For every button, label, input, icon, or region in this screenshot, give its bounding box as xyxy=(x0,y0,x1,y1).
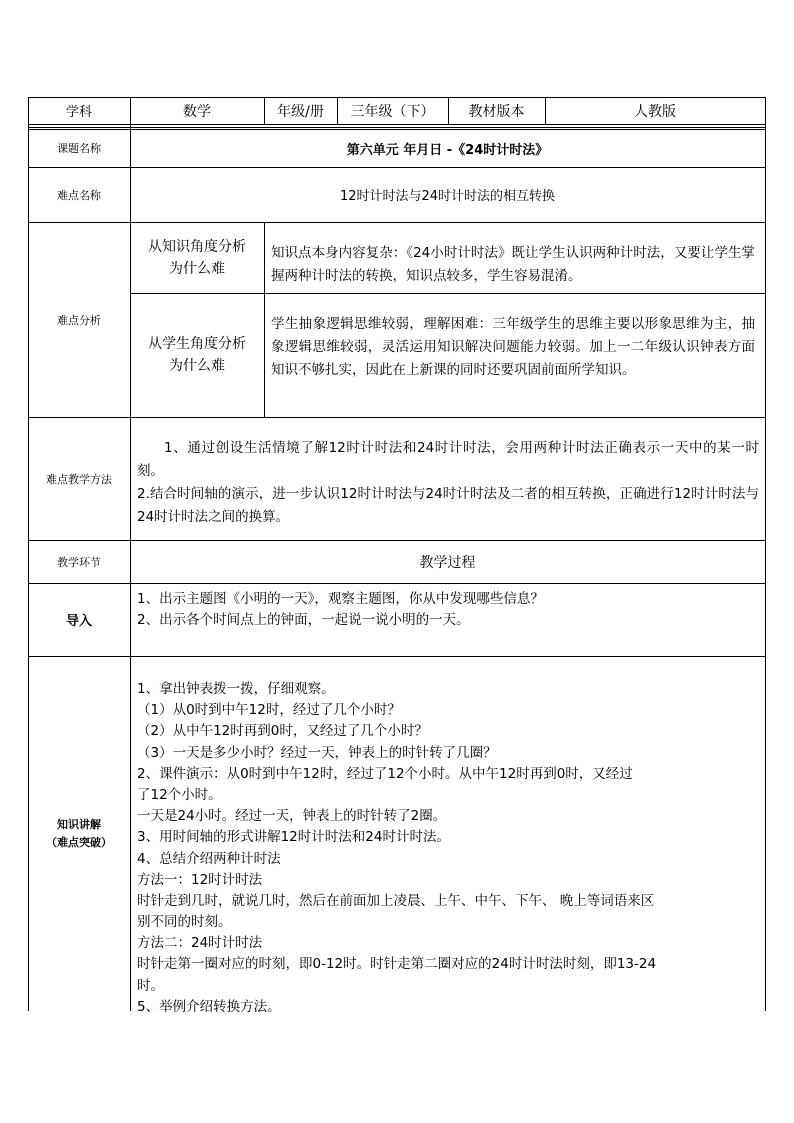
lesson-title-value: 第六单元 年月日 -《24时计时法》 xyxy=(346,142,549,158)
student-angle-label-line2: 为什么难 xyxy=(169,358,225,374)
knowledge-line: （3）一天是多少小时？经过一天，钟表上的时针转了几圈？ xyxy=(137,744,497,761)
difficulty-analysis-label: 难点分析 xyxy=(57,313,101,327)
teaching-stage-label: 教学环节 xyxy=(57,555,101,569)
knowledge-line: （1）从0时到中午12时，经过了几个小时？ xyxy=(137,702,401,719)
knowledge-line: 5、举例介绍转换方法。 xyxy=(137,998,281,1015)
difficulty-name-value: 12时计时法与24时计时法的相互转换 xyxy=(339,189,556,204)
edition-label: 教材版本 xyxy=(468,103,525,120)
row-divider xyxy=(28,656,765,657)
table-border-right xyxy=(765,97,766,1011)
knowledge-explanation-label xyxy=(28,656,130,1011)
difficulty-name-label: 难点名称 xyxy=(57,188,101,202)
knowledge-angle-label-line2: 为什么难 xyxy=(169,260,225,277)
knowledge-line: 2、课件演示：从0时到中午12时，经过了12个小时。从中午12时再到0时，又经过 xyxy=(137,765,633,782)
student-angle-label xyxy=(130,293,264,417)
knowledge-explanation-label-line1: 知识讲解 xyxy=(57,817,101,831)
column-divider-analysis xyxy=(264,222,265,417)
grade-value: 三年级（下） xyxy=(350,103,435,120)
knowledge-line: 时针走第一圈对应的时刻，即0-12时。时针走第二圈对应的24时计时法时刻，即13-24 xyxy=(137,956,657,973)
knowledge-line: 1、拿出钟表拨一拨，仔细观察。 xyxy=(137,681,335,697)
intro-label: 导入 xyxy=(65,614,92,629)
teaching-method-label: 难点教学方法 xyxy=(46,472,112,486)
edition-value: 人教版 xyxy=(634,103,676,120)
intro-line: 1、出示主题图《小明的一天》，观察主题图，你从中发现哪些信息？ xyxy=(137,591,544,607)
knowledge-line: 时针走到几时，就说几时，然后在前面加上凌晨、上午、中午、下午、 晚上等词语来区 xyxy=(137,892,655,909)
knowledge-line: 别不同的时刻。 xyxy=(137,914,232,931)
subject-value: 数学 xyxy=(183,103,211,120)
row-divider xyxy=(28,124,765,125)
knowledge-line: 3、用时间轴的形式讲解12时计时法和24时计时法。 xyxy=(137,829,450,846)
knowledge-line: 4、总结介绍两种计时法 xyxy=(137,850,281,867)
knowledge-line: 一天是24小时。经过一天，钟表上的时针转了2圈。 xyxy=(137,808,447,825)
knowledge-line: （2）从中午12时再到0时，又经过了几个小时？ xyxy=(137,723,428,740)
knowledge-explanation-label-line2: （难点突破） xyxy=(46,835,112,849)
teaching-method-text-2: 2.结合时间轴的演示，进一步认识12时计时法与24时计时法及二者的相互转换，正确进行12时计时法与24时计时法之间的换算。 xyxy=(137,486,759,525)
lesson-title-label: 课题名称 xyxy=(57,142,101,155)
knowledge-explanation-content xyxy=(137,679,759,1018)
knowledge-line: 了12个小时。 xyxy=(137,786,222,803)
row-divider xyxy=(28,583,765,584)
knowledge-line: 方法一：12时计时法 xyxy=(137,871,263,888)
intro-line: 2、出示各个时间点上的钟面，一起说一说小明的一天。 xyxy=(137,612,470,629)
knowledge-angle-label-line1: 从知识角度分析 xyxy=(148,238,246,255)
teaching-method-text-1: 1、通过创设生活情境了解12时计时法和24时计时法，会用两种计时法正确表示一天中的某一时刻。 xyxy=(137,440,759,479)
teaching-process-label: 教学过程 xyxy=(419,554,476,571)
student-angle-text: 学生抽象逻辑思维较弱，理解困难：三年级学生的思维主要以形象思维为主，抽象逻辑思维较弱，灵活运用知识解决问题能力较弱。加上一二年级认识钟表方面知识不够扎实，因此在上新课的同时还要巩固前面所学知识。 xyxy=(271,316,755,378)
intro-content xyxy=(137,589,759,631)
grade-label: 年级/册 xyxy=(277,103,324,120)
knowledge-line: 方法二：24时计时法 xyxy=(137,935,263,952)
knowledge-line: 时。 xyxy=(137,977,164,994)
knowledge-angle-label xyxy=(130,222,264,293)
student-angle-label-line1: 从学生角度分析 xyxy=(148,336,246,352)
subject-label: 学科 xyxy=(65,105,92,120)
row-divider xyxy=(28,417,765,418)
knowledge-angle-text: 知识点本身内容复杂：《24小时计时法》既让学生认识两种计时法，又要让学生掌握两种计时法的转换，知识点较多，学生容易混淆。 xyxy=(271,245,755,284)
